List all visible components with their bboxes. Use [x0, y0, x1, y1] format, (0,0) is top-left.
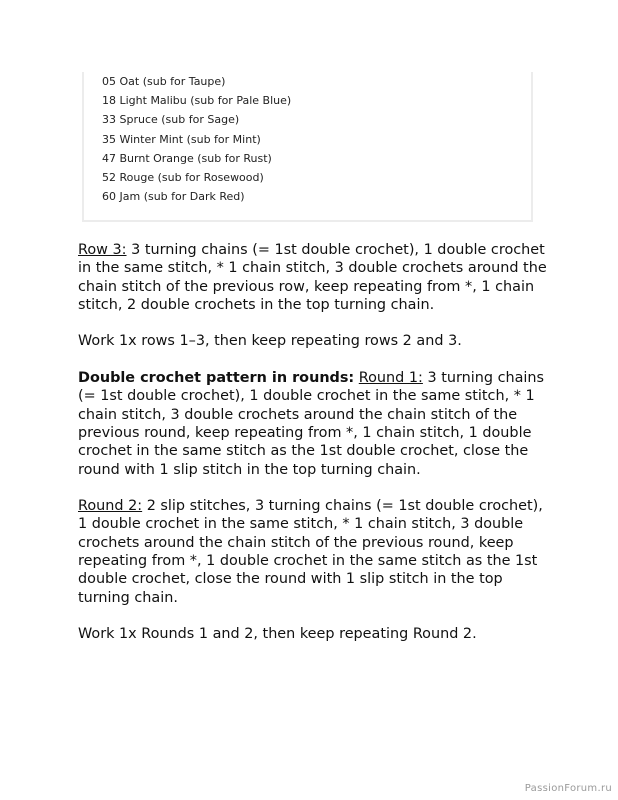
round2-paragraph — [78, 497, 548, 607]
round1-paragraph — [78, 369, 548, 479]
round1-label: Round 1: — [358, 370, 423, 387]
color-item: 05 Oat (sub for Taupe) — [102, 75, 226, 88]
color-item: 35 Winter Mint (sub for Mint) — [102, 132, 261, 146]
color-item: 18 Light Malibu (sub for Pale Blue) — [102, 94, 292, 108]
work-rounds-paragraph: Work 1x Rounds 1 and 2, then keep repeating Round 2. — [78, 626, 477, 643]
round1-text: 3 turning chains (= 1st double crochet), 1 double crochet in the same stitch, * 1 chain stitch, 3 double crochets around the chain stitch of the previous round, keep repeating from *, 1 chain stitch, 1 double crochet in the same stitch as the 1st double crochet, close the round with 1 slip stitch in the top turning chain. — [78, 370, 545, 478]
row3-paragraph — [78, 241, 548, 314]
color-list-box — [82, 72, 533, 222]
pattern-instructions — [78, 241, 548, 662]
round2-label: Round 2: — [78, 498, 143, 515]
color-list — [102, 72, 291, 206]
rounds-heading: Double crochet pattern in rounds: — [78, 370, 355, 387]
row3-label: Row 3: — [78, 242, 127, 258]
round2-text: 2 slip stitches, 3 turning chains (= 1st double crochet), 1 double crochet in the same stitch, * 1 chain stitch, 3 double crochets around the chain stitch of the previous round, keep repeating from *, 1 double crochet in the same stitch as the 1st double crochet, close the round with 1 slip stitch in the top turning chain. — [78, 498, 543, 606]
color-item: 52 Rouge (sub for Rosewood) — [102, 171, 264, 185]
color-item: 60 Jam (sub for Dark Red) — [102, 190, 245, 204]
color-item: 47 Burnt Orange (sub for Rust) — [102, 151, 272, 165]
watermark: PassionForum.ru — [524, 783, 612, 794]
row3-text: 3 turning chains (= 1st double crochet), 1 double crochet in the same stitch, * 1 chain stitch, 3 double crochets around the chain stitch of the previous row, keep repeating from *, 1 chain stitch, 2 double crochets in the top turning chain. — [78, 242, 547, 313]
work-rows-paragraph: Work 1x rows 1–3, then keep repeating rows 2 and 3. — [78, 333, 462, 350]
color-item: 33 Spruce (sub for Sage) — [102, 113, 240, 127]
